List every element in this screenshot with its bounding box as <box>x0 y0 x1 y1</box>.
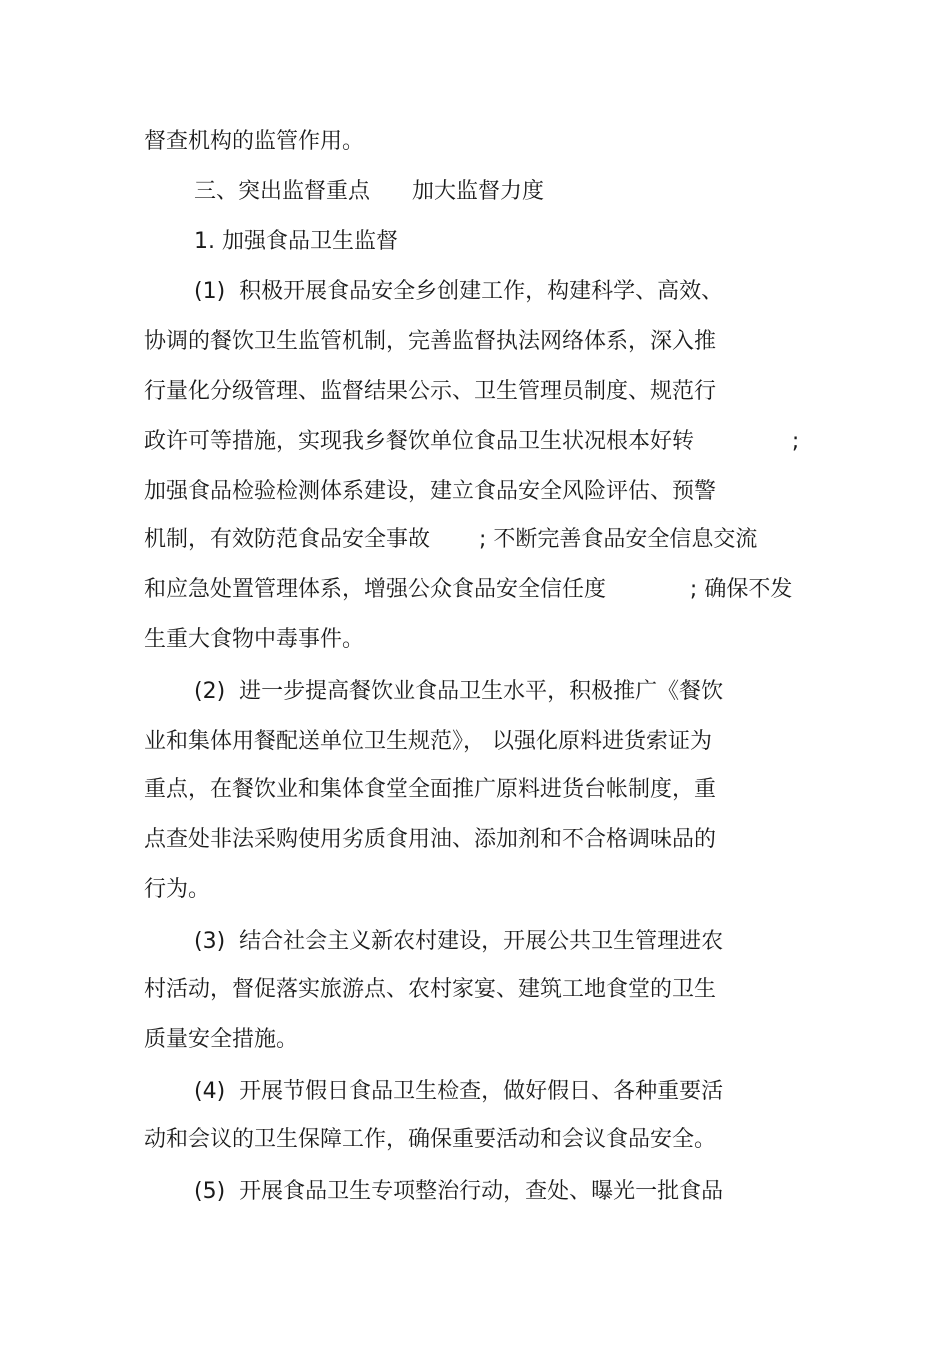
text-line: 业和集体用餐配送单位卫生规范》， 以强化原料进货索证为 <box>144 729 712 754</box>
text-line: 督查机构的监管作用。 <box>144 129 365 154</box>
text-line: 政许可等措施，实现我乡餐饮单位食品卫生状况根本好转 ; <box>144 429 800 454</box>
section-heading: 三、突出监督重点 加大监督力度 <box>194 179 544 204</box>
text-line: 加强食品检验检测体系建设，建立食品安全风险评估、预警 <box>144 479 717 504</box>
text-line: 行量化分级管理、监督结果公示、卫生管理员制度、规范行 <box>144 379 717 404</box>
text-line: 生重大食物中毒事件。 <box>144 627 365 652</box>
text-line: (5) 开展食品卫生专项整治行动，查处、曝光一批食品 <box>194 1179 724 1204</box>
text-line: 机制，有效防范食品安全事故 ; 不断完善食品安全信息交流 <box>144 527 758 552</box>
text-line: 村活动，督促落实旅游点、农村家宴、建筑工地食堂的卫生 <box>144 977 717 1002</box>
text-line: 行为。 <box>144 877 211 902</box>
text-line: 和应急处置管理体系，增强公众食品安全信任度 ; 确保不发 <box>144 577 793 602</box>
text-line: (4) 开展节假日食品卫生检查，做好假日、各种重要活 <box>194 1079 724 1104</box>
text-line: 点查处非法采购使用劣质食用油、添加剂和不合格调味品的 <box>144 827 717 852</box>
text-line: 协调的餐饮卫生监管机制，完善监督执法网络体系，深入推 <box>144 329 717 354</box>
text-line: 重点，在餐饮业和集体食堂全面推广原料进货台帐制度，重 <box>144 777 717 802</box>
subsection-heading: 1. 加强食品卫生监督 <box>194 229 398 254</box>
text-line: (1) 积极开展食品安全乡创建工作，构建科学、高效、 <box>194 279 724 304</box>
text-line: 动和会议的卫生保障工作，确保重要活动和会议食品安全。 <box>144 1127 717 1152</box>
text-line: (2) 进一步提高餐饮业食品卫生水平，积极推广《餐饮 <box>194 679 724 704</box>
text-line: 质量安全措施。 <box>144 1027 299 1052</box>
text-line: (3) 结合社会主义新农村建设，开展公共卫生管理进农 <box>194 929 724 954</box>
